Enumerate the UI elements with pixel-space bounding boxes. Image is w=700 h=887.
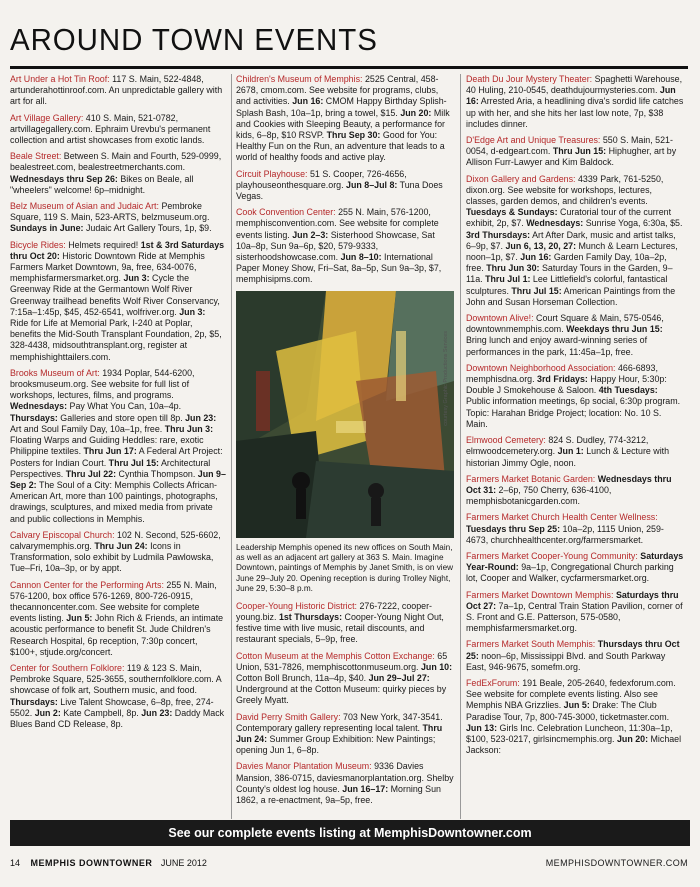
event-details: 10a–2p, 1115 Union, 259-4673, churchhealthcenter.org/farmersmarket.: [466, 523, 664, 545]
event-date: 4th Tuesdays:: [598, 385, 658, 396]
event-date: Thru Jul 22:: [65, 468, 117, 479]
page-number: 14: [10, 858, 21, 868]
event-details: 255 N. Main, 576-1200, memphisconvention.com. See website for complete events listing.: [236, 207, 439, 240]
event-details: Judaic Art Gallery Tours, 1p, $9.: [83, 223, 212, 234]
venue-name[interactable]: FedExForum:: [466, 677, 520, 688]
event-details: Pay What You Can, 10a–4p.: [67, 401, 182, 412]
event-details: 824 S. Dudley, 774-3212, elmwoodcemetery.org.: [466, 435, 649, 457]
event-date: Jun 16:: [520, 252, 552, 263]
event-date: Jun 6, 13, 20, 27:: [505, 240, 577, 251]
venue-name[interactable]: Bicycle Rides:: [10, 239, 66, 250]
footer-url[interactable]: MEMPHISDOWNTOWNER.COM: [545, 858, 688, 868]
venue-name[interactable]: Farmers Market South Memphis:: [466, 639, 596, 650]
event-details: Between S. Main and Fourth, 529-0999, bealestreet.com, bealestreetmerchants.com.: [10, 151, 222, 173]
event-details: 703 New York, 347-3541. Contemporary gallery representing local talent.: [236, 711, 443, 733]
venue-name[interactable]: Cook Convention Center:: [236, 207, 336, 218]
event-entry: [466, 639, 684, 673]
title-rule: [10, 66, 688, 69]
event-details: Drake: The Club Paradise Tour, 7p, 800-745-3000, ticketmaster.com.: [466, 700, 670, 722]
event-date: Jun 3:: [179, 306, 206, 317]
event-date: Jun 23:: [185, 412, 217, 423]
event-details: Cooper-Young Night Out, festive time with live music, retail discounts, and restaurant specials, 5–9p, free.: [236, 611, 444, 645]
event-date: Thru Jun 30:: [486, 263, 540, 274]
event-date: Thursdays thru Oct 25:: [466, 639, 680, 661]
event-date: Weekdays thru Jun 15:: [566, 324, 663, 335]
event-details: Court Square & Main, 575-0546, downtownmemphis.com.: [466, 313, 664, 335]
event-date: Thru Jun 15:: [552, 146, 607, 157]
venue-name[interactable]: Death Du Jour Mystery Theater:: [466, 74, 593, 84]
event-details: 550 S. Main, 521-0054, d-edgeart.com.: [466, 135, 673, 157]
venue-name[interactable]: Downtown Neighborhood Association:: [466, 362, 616, 373]
event-entry: [466, 512, 684, 546]
event-date: 3rd Fridays:: [537, 374, 588, 385]
event-date: Jun 9–Sep 2:: [10, 468, 226, 490]
event-date: Jun 23:: [141, 707, 173, 718]
event-details: Pembroke Square, 119 S. Main, 523-ARTS, belzmuseum.org.: [10, 201, 210, 223]
event-entry: [236, 207, 454, 285]
event-details: Helmets required!: [65, 239, 141, 250]
event-details: Icons in Transformation, solo exhibit by Ludmila Pawlowska, Tue–Fri, 10a–3p, or by appt.: [10, 540, 214, 574]
event-date: Thru Jun 17:: [83, 446, 137, 457]
event-date: 3rd Thursdays:: [466, 229, 531, 240]
event-date: 1st & 3rd Saturdays thru Oct 20:: [10, 239, 225, 261]
event-details: 102 N. Second, 525-6602, calvarymemphis.org.: [10, 529, 221, 551]
venue-name[interactable]: Calvary Episcopal Church:: [10, 529, 115, 540]
event-details: Michael Jackson:: [466, 733, 682, 756]
event-details: Saturday Tours in the Garden, 9–11a.: [466, 263, 673, 285]
event-date: Thru Jun 24:: [236, 722, 443, 744]
event-date: Jun 5:: [563, 700, 590, 711]
event-entry: [466, 135, 684, 169]
event-details: 2525 Central, 458-2678, cmom.com. See website for programs, clubs, and activities.: [236, 74, 439, 107]
event-details: Cynthia Thompson.: [116, 468, 198, 479]
venue-name[interactable]: Farmers Market Cooper-Young Community:: [466, 550, 638, 561]
event-details: Lee Littlefield's colorful, fantastical sculptures.: [466, 274, 668, 296]
page-title: AROUND TOWN EVENTS: [10, 22, 378, 57]
event-entry: [466, 474, 684, 508]
event-date: Thru Jul 15:: [108, 457, 159, 468]
venue-name[interactable]: Beale Street:: [10, 151, 62, 162]
event-date: Jun 3:: [123, 273, 150, 284]
event-details: Garden Family Day, 10a–2p, free.: [466, 252, 667, 274]
event-details: Ride for Life at Memorial Park, I-240 at Poplar, benefits the Mid-South Transplant Foundation, 2p, $5, 328-4438, midsouthtransplant.org, register at memphishighttailers.com.: [10, 318, 222, 362]
event-details: Bring lunch and enjoy award-winning series of performances in the park, 11:45a–1p, free.: [466, 335, 648, 357]
events-column-1: [10, 74, 226, 814]
event-date: Jun 2:: [34, 707, 61, 718]
event-entry: [466, 551, 684, 585]
event-details: Lunch & Lecture with historian Jimmy Ogle, noon.: [466, 446, 670, 468]
event-details: CMOM Happy Birthday Splish-Splash Bash, 10a–1p, bring a towel, $15.: [236, 96, 447, 118]
venue-name[interactable]: Davies Manor Plantation Museum:: [236, 761, 372, 772]
event-date: Thru Sep 30:: [326, 130, 381, 141]
event-date: Jun 16–17:: [342, 783, 389, 794]
event-entry: [466, 174, 684, 308]
venue-name[interactable]: Belz Museum of Asian and Judaic Art:: [10, 201, 159, 212]
event-details: Girls Inc. Celebration Luncheon, 11:30a–1p, $100, 523-0217, girlsincmemphis.org.: [466, 722, 673, 744]
event-details: Sunrise Yoga, 6:30a, $5.: [583, 218, 683, 229]
event-details: Kate Campbell, 8p.: [60, 707, 142, 718]
event-details: A Federal Art Project: Posters for Indian Court.: [10, 446, 223, 468]
issue-date: JUNE 2012: [160, 858, 207, 868]
event-details: International Paper Money Show, Fri–Sat, 8a–5p, Sun 9a–3p, $7, memphisipms.com.: [236, 252, 442, 285]
event-entry: [236, 761, 454, 806]
event-entry: [10, 113, 226, 147]
event-entry: [10, 240, 226, 363]
event-date: Wednesdays thru Sep 26:: [10, 173, 118, 184]
event-details: Good for You: Healthy Fun on the Run, an adventure that leads to a world of healthy foods and active play.: [236, 130, 445, 163]
event-date: Wednesdays:: [526, 218, 584, 229]
event-details: Cotton Boll Brunch, 11a–4p, $40.: [236, 672, 369, 683]
venue-name[interactable]: Art Village Gallery:: [10, 112, 84, 123]
event-details: Munch & Learn Lectures, noon–1p, $7.: [466, 240, 678, 263]
event-details: Curatorial tour of the current exhibit, 2p, $7.: [466, 207, 672, 229]
venue-name[interactable]: Cannon Center for the Performing Arts:: [10, 579, 164, 590]
event-date: 1st Thursdays:: [278, 611, 343, 622]
event-date: Sundays in June:: [10, 223, 84, 234]
column-divider: [460, 74, 461, 819]
event-entry: [466, 313, 684, 358]
event-entry: [236, 169, 454, 203]
event-entry: [236, 74, 454, 164]
event-details: Art and Soul Family Day, 10a–1p, free.: [10, 423, 165, 434]
event-details: 9336 Davies Mansion, 386-0715, daviesmanorplantation.org. Shelby County's oldest log house.: [236, 761, 454, 794]
event-details: Public information meetings, 6p social, 6:30p program. Topic: Harahan Bridge Project; location: No. 10 S. Main.: [466, 396, 681, 429]
event-date: Jun 29–Jul 27:: [368, 672, 430, 683]
events-listing-banner[interactable]: See our complete events listing at MemphisDowntowner.com: [10, 820, 690, 846]
event-date: Jun 5:: [66, 613, 93, 624]
event-details: Milk and Cookies with Sleeping Beauty, a performance for kids, 6–8p, $10 RSVP.: [236, 107, 450, 141]
event-date: Saturdays Year-Round:: [466, 550, 684, 573]
event-details: Daddy Mack Blues Band CD Release, 8p.: [10, 707, 225, 729]
event-entry: [466, 74, 684, 130]
event-date: Tuesdays thru Sep 25:: [466, 523, 561, 534]
venue-name[interactable]: Brooks Museum of Art:: [10, 367, 100, 378]
event-details: Floating Warps and Guiding Heddles: rare, exotic Philippine textiles.: [10, 435, 204, 457]
event-details: 191 Beale, 205-2640, fedexforum.com. See website for complete events listing. Also see Memphis NBA Grizzlies.: [466, 677, 676, 711]
event-date: Thursdays:: [10, 412, 58, 423]
event-details: 65 Union, 531-7826, memphiscottonmuseum.org.: [236, 650, 448, 672]
event-details: Happy Hour, 5:30p: Double J Smokehouse & Saloon.: [466, 374, 667, 396]
event-date: Wednesdays thru Oct 31:: [466, 473, 672, 495]
event-details: 410 S. Main, 521-0782, artvillagegallery.com. Ephraim Urevbu's permanent collection and artist showcases from exotic lands.: [10, 112, 211, 146]
event-details: Galleries and store open till 8p.: [57, 412, 186, 423]
photo-credit: courtesy Graphic Productions Services: [442, 330, 449, 426]
event-entry: [10, 74, 226, 108]
event-details: Historic Downtown Ride at Memphis Farmers Market Downtown, 9a, free, 634-0076, memphisfarmersmarket.org.: [10, 250, 205, 284]
event-date: Wednesdays:: [10, 401, 68, 412]
event-details: 51 S. Cooper, 726-4656, playhouseonthesquare.org.: [236, 168, 407, 190]
venue-name[interactable]: Dixon Gallery and Gardens:: [466, 173, 576, 184]
venue-name[interactable]: D'Edge Art and Unique Treasures:: [466, 135, 601, 146]
venue-name[interactable]: David Perry Smith Gallery:: [236, 711, 341, 722]
event-details: Art After Dark, music and artist talks, 6–9p, $7.: [466, 229, 676, 251]
event-details: The Soul of a City: Memphis Collects African-American Art, more than 100 paintings, photographs, drawings, sculptures, and mixed media from private and public collections in Memphis.: [10, 479, 218, 524]
event-details: 7a–1p, Central Train Station Pavilion, corner of S. Front and G.E. Patterson, 575-0580, memphisfarmersmarket.org.: [466, 600, 683, 634]
event-entry: [10, 580, 226, 658]
events-column-3: [466, 74, 684, 814]
painting-image: [236, 291, 454, 538]
event-date: Jun 13:: [466, 722, 498, 733]
event-details: Underground at the Cotton Museum: quirky pieces by Greely Myatt.: [236, 684, 447, 706]
event-entry: [466, 590, 684, 635]
event-entry: [10, 530, 226, 575]
magazine-name: MEMPHIS DOWNTOWNER: [30, 858, 153, 868]
event-date: Jun 8–Jul 8:: [346, 179, 398, 190]
event-date: Jun 2–3:: [292, 229, 329, 240]
event-details: Tuna Does Vegas.: [236, 179, 443, 202]
event-details: Summer Group Exhibition: New Paintings; opening Jun 1, 6–8p.: [236, 733, 436, 756]
event-date: Tuesdays & Sundays:: [466, 207, 558, 218]
venue-name[interactable]: Farmers Market Botanic Garden:: [466, 473, 596, 484]
event-details: Hiphugher, art by Allison Furr-Lawyer and Kim Baldock.: [466, 146, 677, 168]
event-date: Jun 16:: [292, 96, 324, 107]
event-details: 255 N. Main, 576-1200, box office 576-1269, 800-726-0915, thecannoncenter.com. See website for complete events listing.: [10, 579, 217, 624]
event-entry: [10, 151, 226, 196]
event-details: Architectural Perspectives.: [10, 457, 211, 479]
event-date: Jun 20:: [616, 733, 649, 744]
event-details: Live Talent Showcase, 6–8p, free, 274-5502.: [10, 696, 214, 718]
venue-name[interactable]: Farmers Market Church Health Center Wellness:: [466, 512, 658, 523]
venue-name[interactable]: Elmwood Cemetery:: [466, 435, 546, 446]
events-column-2: [236, 74, 454, 814]
venue-name[interactable]: Farmers Market Downtown Memphis:: [466, 589, 614, 600]
event-entry: [236, 651, 454, 707]
photo-caption: Leadership Memphis opened its new offices on South Main, as well as an adjacent art gallery at 363 S. Main. Imagine Downtown, paintings of Memphis by Janet Smith, is on view June 29–July 20. Opening reception is during Trolley Night, June 29, 5:30–8 p.m.: [236, 542, 454, 594]
page-footer: [10, 858, 207, 868]
venue-name[interactable]: Children's Museum of Memphis:: [236, 74, 363, 84]
event-entry: [236, 712, 454, 757]
event-details: Cycle the Greenway Ride at the Germantown Wolf River Greenway trailhead benefits Wolf River Conservancy, 7:15a–1:45p, $45, 452-6541, wolfriver.org.: [10, 273, 220, 317]
event-details: 1934 Poplar, 544-6200, brooksmuseum.org. See website for full list of workshops, lectures, films, and programs.: [10, 367, 195, 401]
event-date: Thursdays:: [10, 696, 58, 707]
event-details: 9a–1p, Congregational Church parking lot, Cooper and Walker, cycfarmersmarket.org.: [466, 562, 674, 584]
event-details: Sisterhood Showcase, Sat 10a–8p, Sun 9a–6p, $20, 579-9333, sisterhoodshowcase.com.: [236, 229, 435, 263]
event-entry: [466, 435, 684, 469]
event-entry: [466, 678, 684, 756]
event-details: Arrested Aria, a headlining diva's sordid life catches up with her, and she hits her last low note, 7p, $38 includes dinner.: [466, 96, 684, 129]
event-date: Jun 8–10:: [340, 252, 382, 263]
event-details: Bikes on Beale, all "wheelers" welcome! 6p–midnight.: [10, 173, 194, 195]
event-details: 4339 Park, 761-5250, dixon.org. See website for workshops, lectures, classes, garden demos, and children's events.: [466, 173, 664, 207]
venue-name[interactable]: Center for Southern Folklore:: [10, 662, 125, 673]
event-date: Thru Jul 1:: [485, 274, 531, 285]
event-entry: [10, 368, 226, 525]
event-date: Jun 1:: [557, 446, 584, 457]
venue-name[interactable]: Downtown Alive!:: [466, 313, 534, 324]
event-details: 117 S. Main, 522-4848, artunderahottinroof.com. An unpredictable gallery with art for all.: [10, 74, 223, 107]
venue-name[interactable]: Cooper-Young Historic District:: [236, 600, 358, 611]
event-date: Thru Jul 15:: [511, 285, 562, 296]
event-date: Jun 10:: [421, 661, 453, 672]
event-date: Thru Jun 24:: [94, 540, 148, 551]
event-photo: [236, 291, 454, 538]
event-date: Jun 16:: [466, 85, 676, 107]
event-details: Spaghetti Warehouse, 40 Huling, 210-0545, deathdujourmysteries.com.: [466, 74, 683, 96]
event-details: noon–6p, Mississippi Blvd. and South Parkway East, 946-9675, somefm.org.: [466, 650, 666, 672]
venue-name[interactable]: Circuit Playhouse:: [236, 168, 308, 179]
venue-name[interactable]: Art Under a Hot Tin Roof:: [10, 74, 110, 84]
event-details: 119 & 123 S. Main, Pembroke Square, 525-3655, southernfolklore.com. A showcase of folk art, Southern music, and food.: [10, 662, 222, 696]
venue-name[interactable]: Cotton Museum at the Memphis Cotton Exchange:: [236, 650, 435, 661]
event-entry: [10, 663, 226, 730]
column-divider: [231, 74, 232, 819]
event-entry: [466, 363, 684, 430]
event-details: John Rich & Friends, an intimate acoustic performance to benefit St. Jude Children's Research Hospital, 6p reception, 7:30p concert, $100+, stjude.org/concert.: [10, 613, 224, 657]
event-entry: [236, 601, 454, 646]
event-entry: [10, 201, 226, 235]
event-details: American Paintings from the John and Susan Horseman Collection.: [466, 285, 676, 307]
event-details: 2–6p, 750 Cherry, 636-4100, memphisbotanicgarden.com.: [466, 484, 612, 507]
event-date: Saturdays thru Oct 27:: [466, 589, 679, 611]
event-details: Morning Sun 1862, a re-enactment, 9a–5p, free.: [236, 783, 441, 805]
event-date: Thru Jun 3:: [164, 423, 214, 434]
event-details: 276-7222, cooper-young.biz.: [236, 600, 433, 622]
event-details: 466-6893, memphisdna.org.: [466, 362, 658, 385]
event-date: Jun 20:: [400, 107, 432, 118]
